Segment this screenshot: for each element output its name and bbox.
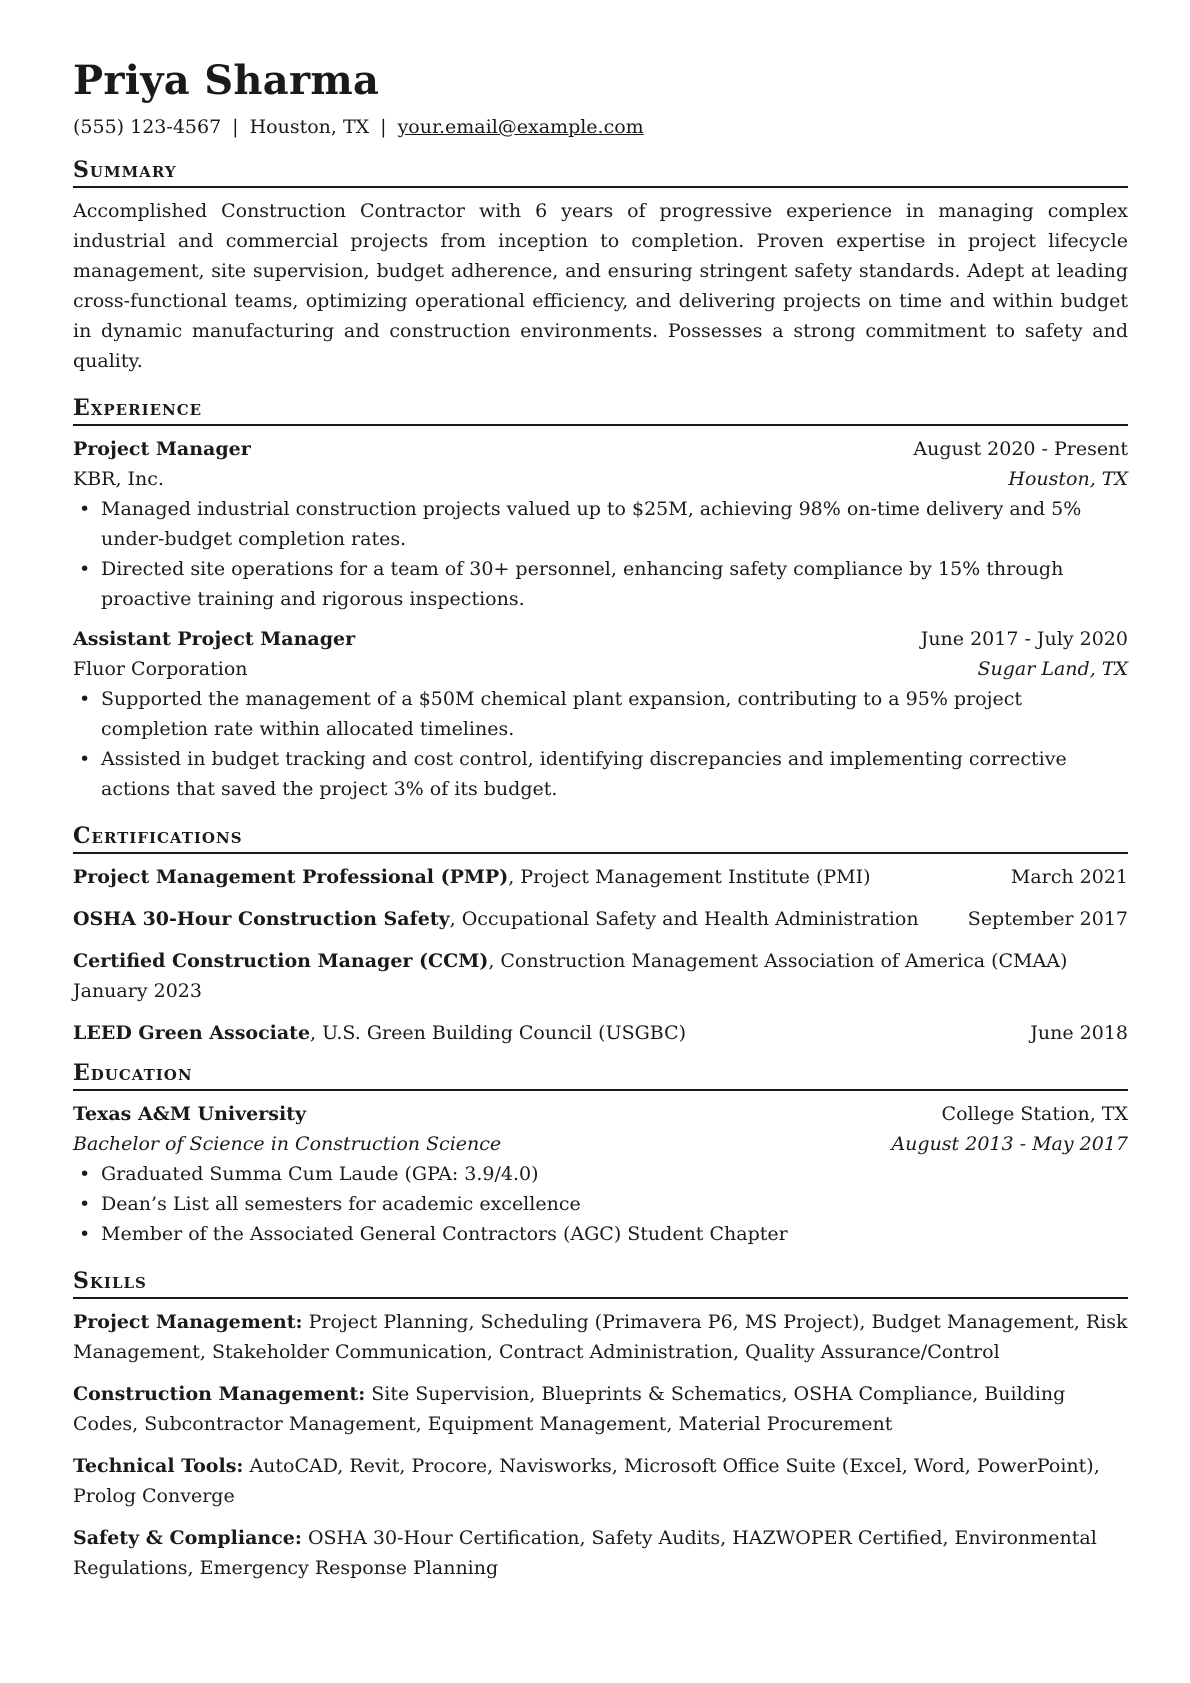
degree-name: Bachelor of Science in Construction Science: [73, 1133, 502, 1155]
section-title-summary: Summary: [73, 157, 1128, 188]
education-bullets: [73, 1159, 1128, 1249]
job-entry: [73, 434, 1128, 614]
education-dates: August 2013 - May 2017: [891, 1133, 1128, 1155]
bullet-item: • Managed industrial construction projects valued up to $25M, achieving 98% on-time delivery and 5% under-budget completion rates.: [101, 494, 1128, 554]
bullet-item: • Dean’s List all semesters for academic excellence: [101, 1189, 1128, 1219]
skill-group: [73, 1523, 1128, 1583]
job-bullets: [73, 494, 1128, 614]
education-section: [73, 1060, 1128, 1249]
section-title-education: Education: [73, 1060, 1128, 1091]
job-location: Houston, TX: [1008, 468, 1128, 490]
job-entry: [73, 624, 1128, 804]
job-company: Fluor Corporation: [73, 658, 248, 680]
resume-page: [73, 58, 1128, 1595]
cert-date: January 2023: [73, 980, 202, 1002]
certification-item: [73, 862, 1128, 892]
bullet-item: • Supported the management of a $50M chemical plant expansion, contributing to a 95% project completion rate within allocated timelines.: [101, 684, 1128, 744]
job-company: KBR, Inc.: [73, 468, 164, 490]
candidate-name: Priya Sharma: [73, 57, 380, 104]
job-bullets: [73, 684, 1128, 804]
school-location: College Station, TX: [941, 1103, 1128, 1125]
email-link[interactable]: your.email@example.com: [397, 116, 644, 138]
summary-text: Accomplished Construction Contractor with 6 years of progressive experience in managing complex industrial and commercial projects from inception to completion. Proven expertise in project lifecycle management, site supervision, budget adherence, and ensuring stringent safety standards. Adept at leading cross-functional teams, optimizing operational efficiency, and delivering projects on time and within budget in dynamic manufacturing and construction environments. Possesses a strong commitment to safety and quality.: [73, 200, 1128, 372]
section-title-skills: Skills: [73, 1268, 1128, 1299]
cert-issuer: , Construction Management Association of America (CMAA): [488, 950, 1068, 972]
section-title-experience: Experience: [73, 395, 1128, 426]
experience-section: [73, 395, 1128, 804]
cert-date: March 2021: [1010, 866, 1128, 888]
section-title-certifications: Certifications: [73, 823, 1128, 854]
cert-issuer: , Occupational Safety and Health Administration: [449, 908, 919, 930]
cert-date: June 2018: [1030, 1022, 1128, 1044]
skills-section: [73, 1268, 1128, 1583]
bullet-item: • Graduated Summa Cum Laude (GPA: 3.9/4.0): [101, 1159, 1128, 1189]
job-location: Sugar Land, TX: [977, 658, 1128, 680]
school-name: Texas A&M University: [73, 1103, 307, 1125]
skill-list: Project Planning, Scheduling (Primavera P6, MS Project), Budget Management, Risk Management, Stakeholder Communication, Contract Administration, Quality Assurance/Control: [73, 1311, 1128, 1363]
summary-section: [73, 157, 1128, 376]
skill-label: Construction Management:: [73, 1383, 366, 1405]
cert-issuer: , Project Management Institute (PMI): [508, 866, 871, 888]
skill-label: Project Management:: [73, 1311, 303, 1333]
contact-separator: |: [232, 116, 239, 138]
job-role: Project Manager: [73, 438, 251, 460]
bullet-item: • Directed site operations for a team of 30+ personnel, enhancing safety compliance by 15% through proactive training and rigorous inspections.: [101, 554, 1128, 614]
job-role: Assistant Project Manager: [73, 628, 356, 650]
skill-group: [73, 1379, 1128, 1439]
cert-name: Certified Construction Manager (CCM): [73, 950, 489, 972]
cert-date: September 2017: [967, 908, 1128, 930]
skill-group: [73, 1307, 1128, 1367]
skill-list: Site Supervision, Blueprints & Schematics, OSHA Compliance, Building Codes, Subcontractor Management, Equipment Management, Material Procurement: [73, 1383, 1066, 1435]
skill-list: OSHA 30-Hour Certification, Safety Audits, HAZWOPER Certified, Environmental Regulations, Emergency Response Planning: [73, 1527, 1097, 1579]
bullet-item: • Member of the Associated General Contractors (AGC) Student Chapter: [101, 1219, 1128, 1249]
cert-issuer: , U.S. Green Building Council (USGBC): [310, 1022, 687, 1044]
skill-list: AutoCAD, Revit, Procore, Navisworks, Microsoft Office Suite (Excel, Word, PowerPoint), Prolog Converge: [73, 1455, 1100, 1507]
cert-name: OSHA 30-Hour Construction Safety: [73, 908, 450, 930]
skill-label: Safety & Compliance:: [73, 1527, 302, 1549]
certifications-section: [73, 823, 1128, 1048]
certification-item: [73, 904, 1128, 934]
contact-separator: |: [380, 116, 387, 138]
skill-group: [73, 1451, 1128, 1511]
certification-item: [73, 946, 1128, 1006]
location: Houston, TX: [249, 116, 370, 138]
bullet-item: • Assisted in budget tracking and cost control, identifying discrepancies and implementing corrective actions that saved the project 3% of its budget.: [101, 744, 1128, 804]
phone-number: (555) 123-4567: [73, 116, 222, 138]
job-dates: June 2017 - July 2020: [920, 628, 1128, 650]
contact-line: [73, 116, 1128, 138]
skill-label: Technical Tools:: [73, 1455, 244, 1477]
certification-item: [73, 1018, 1128, 1048]
job-dates: August 2020 - Present: [913, 438, 1128, 460]
cert-name: LEED Green Associate: [73, 1022, 311, 1044]
cert-name: Project Management Professional (PMP): [73, 866, 509, 888]
